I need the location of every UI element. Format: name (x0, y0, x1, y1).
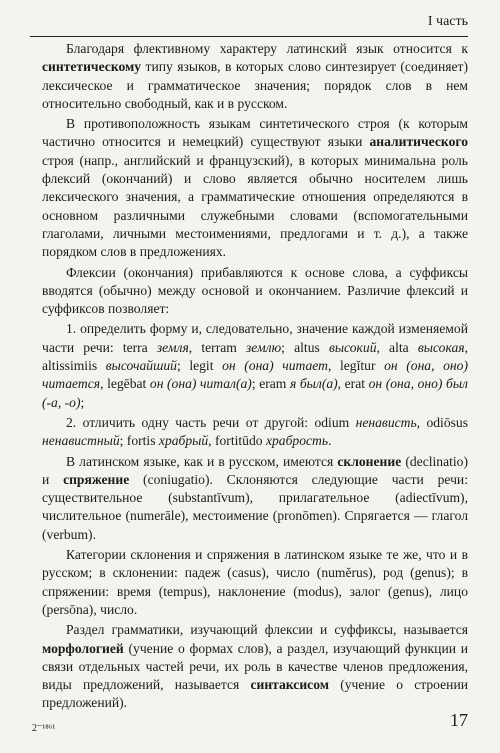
section-title: I часть (427, 14, 468, 29)
text-run: типу языков, в которых слово синтезирует (соединяет) лексическое и грамматическое значения; порядок слов в нем относительно свободный, как и в русском. (42, 59, 468, 111)
term-bold: синтетическому (42, 59, 142, 75)
term-bold: морфологией (42, 640, 124, 656)
text-run: ; altus (281, 339, 329, 355)
translation-italic: земля (156, 339, 189, 355)
paragraph (42, 264, 468, 319)
term-bold: аналитического (369, 134, 468, 150)
text-run: ; fortis (119, 433, 159, 449)
paragraph (42, 621, 468, 712)
page-body (42, 40, 468, 715)
text-run: ; legit (176, 358, 223, 374)
text-run: , odiōsus (416, 414, 469, 430)
text-run: . (328, 433, 332, 449)
text-run: Флексии (окончания) прибавляются к основе слова, а суффиксы вводятся (обычно) между основой и окончанием. Различие флексий и суффиксов позволяет: (42, 264, 468, 317)
term-bold: склонение (337, 453, 402, 469)
term-bold: спряжение (63, 471, 130, 487)
translation-italic: ненавистный (42, 433, 120, 449)
text-run: (учение о формах слов), а раздел, изучающий функции и связи отдельных частей речи, их роль в качестве членов предложения, виды предложений, называется (42, 640, 468, 693)
text-run: 1. определить форму и, следовательно, значение каждой изменяемой части речи: terra (42, 321, 468, 355)
translation-italic: ненависть (355, 414, 417, 430)
text-run: В противоположность языкам синтетического строя (к которым частично относится и немецкий) существуют языки (42, 116, 468, 150)
text-run: , erat (337, 376, 369, 392)
text-run: строя (напр., английский и французский), в которых минимальна роль флексий (окончаний) и слово является обычно носителем лишь лексического значения, а грамматические отношения определяются в основном различными служебными словами (вспомогательными глаголами, личными местоимениями, предлогами и т. д.), а также порядком слов в предложениях. (42, 152, 468, 260)
text-run: В латинском языке, как и в русском, имеются (66, 453, 338, 469)
translation-italic: храбрый (158, 433, 209, 449)
text-run: , altissimiis (42, 339, 468, 374)
translation-italic: он (она, оно) читается (42, 358, 468, 392)
translation-italic: высокая (417, 339, 465, 355)
text-run: , terram (188, 339, 246, 355)
translation-italic: он (она, оно) был (-а, -о) (42, 376, 468, 410)
translation-italic: высочайший (105, 358, 177, 374)
page-header (30, 14, 468, 37)
text-run: (declinatio) и (42, 453, 468, 487)
text-run: , fortitūdo (208, 433, 266, 449)
text-run: Благодаря флективному характеру латинский язык относится к (66, 41, 468, 56)
paragraph (42, 546, 468, 619)
paragraph (42, 40, 468, 113)
text-run: , legēbat (100, 376, 150, 392)
printer-signature: 2⁻¹⁸⁶¹ (32, 723, 56, 734)
text-run: , legĭtur (327, 358, 385, 374)
paragraph (42, 414, 468, 451)
translation-italic: он (она) читает (222, 358, 328, 374)
text-run: ; (80, 394, 85, 410)
translation-italic: храбрость (265, 433, 329, 449)
paragraph (42, 115, 468, 261)
term-bold: синтаксисом (250, 677, 329, 693)
text-run: Категории склонения и спряжения в латинском языке те же, что и в русском; в склонении: падеж (casus), число (numĕrus), род (genus); в спряжении: время (tempus), наклонение (modus), залог (genus), лицо (persōna), число. (42, 547, 468, 617)
text-run: , alta (376, 339, 418, 355)
paragraph (42, 453, 468, 544)
translation-italic: он (она) читал(а) (149, 376, 252, 392)
text-run: 2. отличить одну часть речи от другой: odium (66, 414, 356, 430)
translation-italic: я был(а) (289, 376, 338, 392)
translation-italic: землю (245, 339, 282, 355)
text-run: ; eram (251, 376, 290, 392)
page-number: 17 (450, 710, 468, 730)
paragraph (42, 320, 468, 411)
text-run: Раздел грамматики, изучающий флексии и суффиксы, называется (66, 622, 468, 638)
translation-italic: высокий (328, 339, 377, 355)
text-run: (учение о строении предложений). (42, 677, 468, 711)
text-run: (coniugatio). Склоняются следующие части речи: существительное (substantīvum), прилагательное (adiectīvum), числительное (numerāle), местоимение (pronōmen). Спрягается — глагол (verbum). (42, 471, 468, 542)
